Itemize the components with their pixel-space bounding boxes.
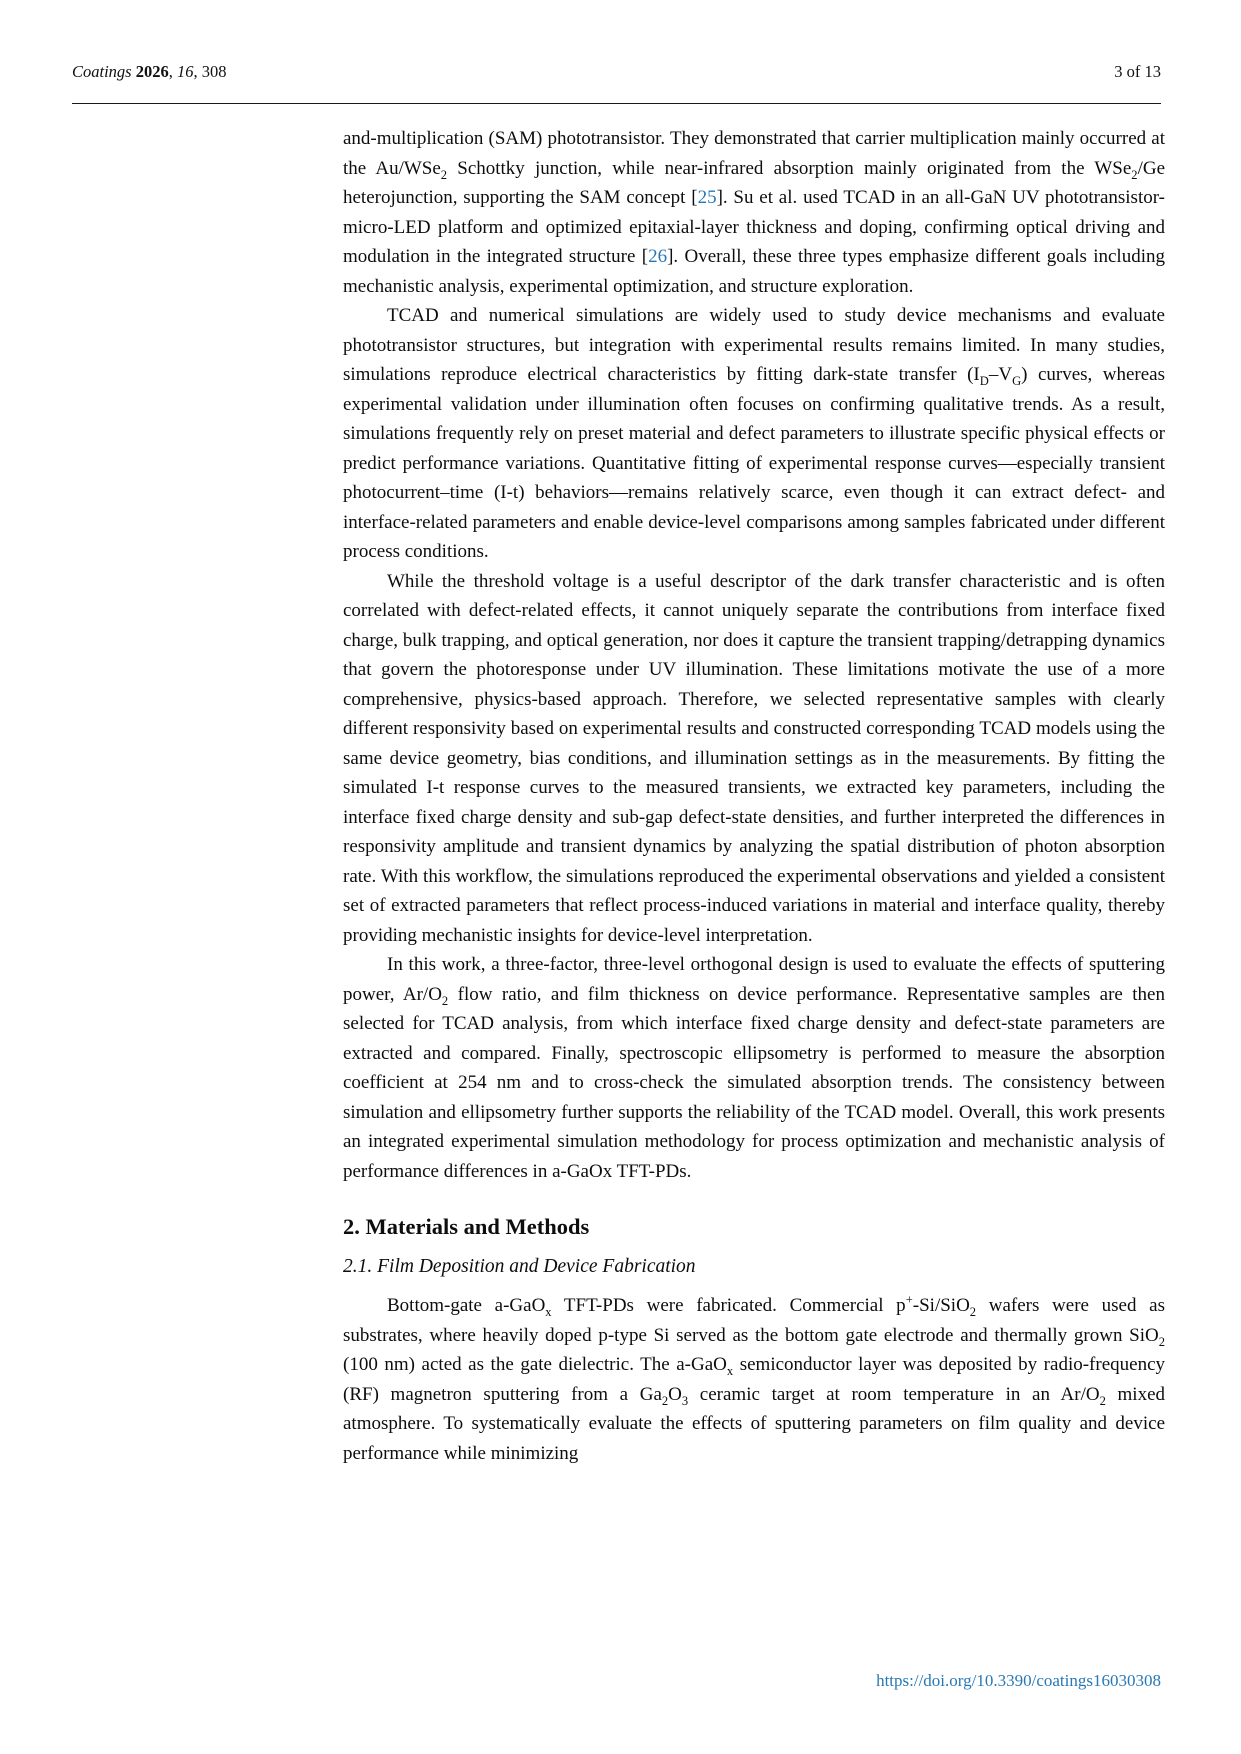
header-rule — [72, 103, 1161, 104]
text-segment: ]. Overall, these three types emphasize different goals including mechanistic analysis, experimental optimization, and structure exploration. — [343, 246, 1165, 297]
text-segment: -Si/SiO — [912, 1295, 970, 1316]
article-body — [343, 124, 1165, 1468]
text-segment: flow ratio, and film thickness on device performance. Representative samples are then selected for TCAD analysis, from which interface fixed charge density and defect-state parameters are extracted and compared. Finally, spectroscopic ellipsometry is performed to measure the absorption coefficient at 254 nm and to cross-check the simulated absorption trends. The consistency between simulation and ellipsometry further supports the reliability of the TCAD model. Overall, this work presents an integrated experimental simulation methodology for process optimization and mechanistic analysis of performance differences in a-GaOx TFT-PDs. — [343, 983, 1165, 1182]
text-segment: While the threshold voltage is a useful descriptor of the dark transfer characteristic and is often correlated with defect-related effects, it cannot uniquely separate the contributions from interface fixed charge, bulk trapping, and optical generation, nor does it capture the transient trapping/detrapping dynamics that govern the photoresponse under UV illumination. These limitations motivate the use of a more comprehensive, physics-based approach. Therefore, we selected representative samples with clearly different responsivity based on experimental results and constructed corresponding TCAD models using the same device geometry, bias conditions, and illumination settings as in the measurements. By fitting the simulated I-t response curves to the measured transients, we extracted key parameters, including the interface fixed charge density and sub-gap defect-state densities, and further interpreted the differences in responsivity amplitude and transient dynamics by analyzing the spatial distribution of photon absorption rate. With this workflow, the simulations reproduced the experimental observations and yielded a consistent set of extracted parameters that reflect process-induced variations in material and interface quality, thereby providing mechanistic insights for device-level interpretation. — [343, 570, 1165, 946]
text-segment: + — [905, 1292, 913, 1307]
page-header — [72, 62, 1161, 82]
text-segment: 2 — [969, 1304, 977, 1319]
text-segment: TCAD and numerical simulations are widely used to study device mechanisms and evaluate phototransistor structures, but integration with experimental results remains limited. In many studies, simulations reproduce electrical characteristics by fitting dark-state transfer (I — [343, 305, 1165, 385]
text-segment: ]. Su et al. used TCAD in an all-GaN UV phototransistor-micro-LED platform and optimized epitaxial-layer thickness and doping, confirming optical driving and modulation in the integrated structure [ — [343, 187, 1165, 267]
text-segment: In this work, a three-factor, three-level orthogonal design is used to evaluate the effects of sputtering power, Ar/O — [343, 954, 1165, 1005]
text-segment: 2 — [1131, 167, 1138, 182]
text-segment: 2 — [1099, 1393, 1106, 1408]
text-segment: wafers were used as substrates, where heavily doped p-type Si served as the bottom gate electrode and thermally grown SiO — [343, 1295, 1165, 1346]
text-segment: G — [1012, 373, 1022, 388]
paragraph-device-fabrication — [343, 1291, 1165, 1468]
text-segment: 2026 — [135, 62, 169, 81]
text-segment: ceramic target at room temperature in an Ar/O — [688, 1383, 1100, 1405]
text-segment: /Ge heterojunction, supporting the SAM concept [ — [343, 157, 1165, 208]
text-segment: ) curves, whereas experimental validation under illumination often focuses on confirming qualitative trends. As a result, simulations frequently rely on preset material and defect parameters to illustrate specific physical effects or predict performance variations. Quantitative fitting of experimental response curves—especially transient photocurrent–time (I-t) behaviors—remains relatively scarce, even though it can extract defect- and interface-related parameters and enable device-level comparisons among samples fabricated under different process conditions. — [343, 364, 1166, 562]
doi-link[interactable]: https://doi.org/10.3390/coatings16030308 — [876, 1671, 1161, 1690]
paragraph-orthogonal-design — [343, 950, 1165, 1186]
text-segment: semiconductor layer was deposited by radio-frequency (RF) magnetron sputtering from a Ga — [343, 1354, 1165, 1405]
text-segment: , 308 — [193, 62, 227, 81]
text-segment: 16 — [176, 62, 194, 81]
text-segment: 2 — [1158, 1334, 1165, 1349]
paragraph-sam-phototransistor — [343, 124, 1165, 301]
text-segment: O — [668, 1383, 682, 1405]
text-segment: and-multiplication (SAM) phototransistor. They demonstrated that carrier multiplication mainly occurred at the Au/WSe — [343, 128, 1165, 179]
text-segment: x — [545, 1304, 552, 1319]
page-number: 3 of 13 — [1114, 62, 1161, 81]
paragraph-tcad-simulations — [343, 301, 1165, 567]
text-segment: –V — [988, 364, 1013, 385]
subsection-heading-film-deposition: 2.1. Film Deposition and Device Fabrication — [343, 1256, 696, 1277]
page-footer — [876, 1671, 1161, 1691]
text-segment: 2 — [441, 993, 449, 1008]
citation-link[interactable]: 26 — [648, 246, 668, 267]
text-segment: D — [979, 373, 989, 388]
text-segment: mixed atmosphere. To systematically evaluate the effects of sputtering parameters on film quality and device performance while minimizing — [343, 1383, 1166, 1464]
text-segment: Schottky junction, while near-infrared absorption mainly originated from the WSe — [447, 157, 1132, 179]
journal-citation — [72, 62, 226, 82]
text-segment: , — [168, 62, 177, 81]
text-segment: 3 — [681, 1393, 689, 1408]
citation-link[interactable]: 25 — [697, 187, 717, 208]
text-segment: Coatings — [72, 62, 132, 81]
text-segment: Bottom-gate a-GaO — [387, 1295, 546, 1316]
paragraph-threshold-voltage — [343, 567, 1165, 951]
text-segment: (100 nm) acted as the gate dielectric. The a-GaO — [343, 1354, 727, 1375]
section-heading-materials-methods: 2. Materials and Methods — [343, 1214, 590, 1239]
text-segment: x — [726, 1363, 734, 1378]
text-segment: TFT-PDs were fabricated. Commercial p — [551, 1295, 906, 1316]
text-segment: 2 — [661, 1393, 669, 1408]
text-segment: 2 — [440, 167, 448, 182]
